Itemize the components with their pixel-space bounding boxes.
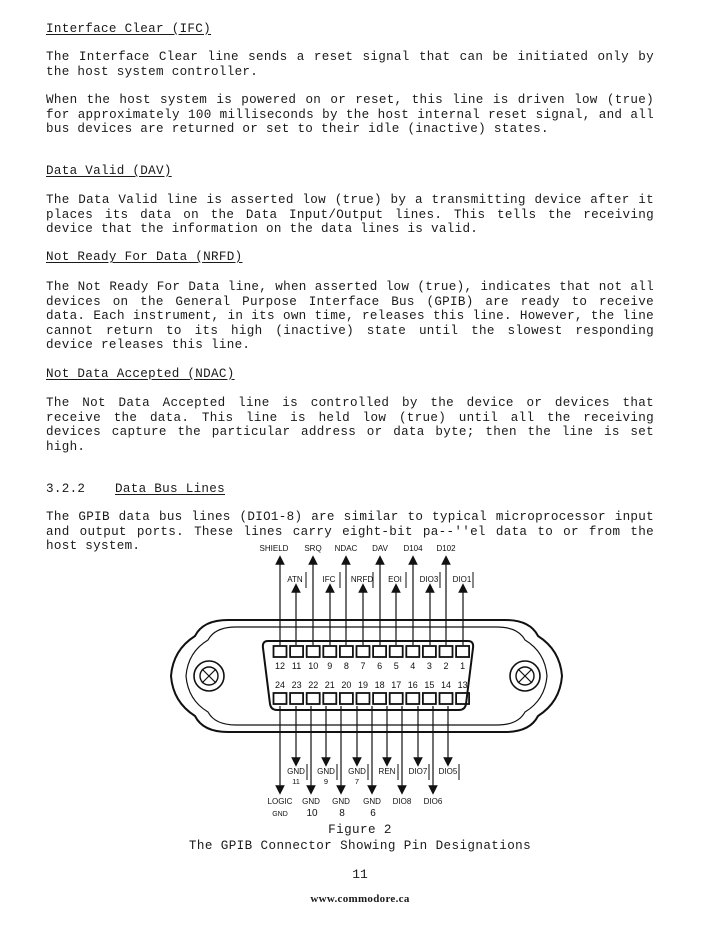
paragraph-nrfd: The Not Ready For Data line, when asserted low (true), indicates that not all devices on the General Purpose Interface Bus (GPIB) are ready to receive data. Each instrument, in its own time, releases this line. However, the line cannot return to its high (inactive) state until the slowest responding device releases this line.: [46, 280, 654, 352]
bottom-outer-sublabel: 10: [306, 808, 318, 819]
pin-contact: [373, 646, 386, 657]
paragraph-ndac: The Not Data Accepted line is controlled by the device or devices that receive the data. This line is held low (true) until all the receiving devices capture the particular address or data byte; then the line is set high.: [46, 396, 654, 454]
top-inner-label: ATN: [287, 575, 303, 584]
pin-contact: [390, 693, 403, 704]
heading-dav: Data Valid (DAV): [46, 164, 172, 178]
pin-number: 2: [443, 661, 449, 671]
pin-number: 16: [407, 680, 418, 690]
pin-number: 5: [393, 661, 399, 671]
pin-contact: [357, 646, 370, 657]
section-number: 3.2.2: [46, 482, 86, 496]
top-pin-row: [274, 646, 470, 671]
bottom-outer-label: LOGIC: [267, 797, 293, 806]
bottom-inner-label: GND: [348, 767, 366, 776]
top-outer-label: D102: [436, 544, 456, 553]
bottom-pin-row: [274, 680, 470, 704]
pin-number: 19: [357, 680, 369, 690]
signal-lines: [280, 560, 466, 790]
pin-number: 14: [440, 680, 452, 690]
top-inner-label: DIO1: [452, 575, 472, 584]
top-inner-label: IFC: [322, 575, 336, 584]
pin-contact: [390, 646, 403, 657]
pin-contact: [373, 693, 386, 704]
heading-ndac: Not Data Accepted (NDAC): [46, 367, 235, 381]
pin-contact: [440, 693, 453, 704]
bottom-inner-sublabel: 11: [292, 777, 300, 786]
bottom-inner-label: DIO5: [438, 767, 458, 776]
bottom-inner-sublabel: 9: [323, 777, 329, 786]
top-outer-label: D104: [403, 544, 423, 553]
top-inner-label: DIO3: [419, 575, 439, 584]
top-outer-label: DAV: [372, 544, 388, 553]
mounting-hole-right: [510, 661, 540, 691]
top-outer-label: NDAC: [334, 544, 358, 553]
pin-number: 21: [324, 680, 335, 690]
bottom-outer-label: GND: [363, 797, 381, 806]
pin-number: 9: [327, 661, 333, 671]
pin-contact: [406, 646, 419, 657]
pin-insert: [263, 641, 473, 710]
pin-number: 13: [457, 680, 468, 690]
bottom-inner-sublabel: 7: [354, 777, 360, 786]
bottom-inner-label: REN: [378, 767, 396, 776]
footer-url: www.commodore.ca: [310, 893, 410, 905]
top-inner-label: EOI: [388, 575, 402, 584]
bottom-outer-label: GND: [332, 797, 350, 806]
pin-contact: [290, 646, 303, 657]
pin-number: 6: [377, 661, 383, 671]
bottom-outer-sublabel: 8: [339, 808, 345, 819]
pin-contact: [357, 693, 370, 704]
paragraph-dav: The Data Valid line is asserted low (true) by a transmitting device after it places its data on the Data Input/Output lines. This tells the receiving device that the information on the data lines is valid.: [46, 193, 654, 236]
pin-number: 1: [460, 661, 466, 671]
figure-caption: The GPIB Connector Showing Pin Designations: [188, 839, 532, 853]
pin-number: 11: [291, 661, 302, 671]
mounting-hole-left: [194, 661, 224, 691]
pin-contact: [323, 693, 336, 704]
pin-contact: [340, 646, 353, 657]
top-outer-label: SHIELD: [259, 544, 289, 553]
pin-number: 15: [424, 680, 435, 690]
pin-number: 3: [426, 661, 432, 671]
pin-contact: [274, 693, 287, 704]
paragraph-ifc-2: When the host system is powered on or reset, this line is driven low (true) for approximately 100 milliseconds by the host internal reset signal, and all bus devices are returned or set to their idle (inactive) states.: [46, 93, 654, 136]
pin-number: 17: [391, 680, 402, 690]
bottom-outer-sublabel: GND: [272, 811, 288, 818]
bottom-inner-label: GND: [317, 767, 335, 776]
pin-number: 24: [274, 680, 286, 690]
pin-number: 7: [360, 661, 366, 671]
pin-number: 8: [343, 661, 349, 671]
pin-contact: [274, 646, 287, 657]
heading-nrfd: Not Ready For Data (NRFD): [46, 250, 243, 264]
top-outer-label: SRQ: [304, 544, 322, 553]
pin-contact: [340, 693, 353, 704]
pin-number: 20: [341, 680, 352, 690]
pin-contact: [406, 693, 419, 704]
pin-number: 4: [410, 661, 416, 671]
bottom-inner-label: GND: [287, 767, 305, 776]
bottom-outer-label: GND: [302, 797, 320, 806]
pin-contact: [440, 646, 453, 657]
paragraph-data-bus: The GPIB data bus lines (DIO1-8) are similar to typical microprocessor input and output ports. These lines carry eight-bit pa--''el data to or from the host system.: [46, 510, 654, 553]
heading-ifc: Interface Clear (IFC): [46, 22, 212, 36]
page-number: 11: [352, 867, 368, 882]
pin-number: 18: [374, 680, 385, 690]
connector-shell: [171, 620, 562, 732]
pin-contact: [423, 646, 436, 657]
bottom-inner-label: DIO7: [408, 767, 428, 776]
section-title: Data Bus Lines: [115, 482, 226, 496]
pin-number: 23: [291, 680, 302, 690]
pin-contact: [423, 693, 436, 704]
pin-contact: [323, 646, 336, 657]
pin-number: 12: [274, 661, 286, 671]
paragraph-ifc-1: The Interface Clear line sends a reset signal that can be initiated only by the host system controller.: [46, 50, 654, 79]
bottom-outer-label: DIO8: [392, 797, 412, 806]
pin-contact: [290, 693, 303, 704]
pin-number: 22: [308, 680, 319, 690]
pin-number: 10: [308, 661, 319, 671]
bottom-outer-sublabel: 6: [370, 808, 376, 819]
top-inner-label: NRFD: [350, 575, 374, 584]
bottom-outer-label: DIO6: [423, 797, 443, 806]
pin-contact: [456, 646, 469, 657]
figure-caption-title: Figure 2: [328, 823, 392, 837]
pin-contact: [307, 693, 320, 704]
pin-contact: [307, 646, 320, 657]
